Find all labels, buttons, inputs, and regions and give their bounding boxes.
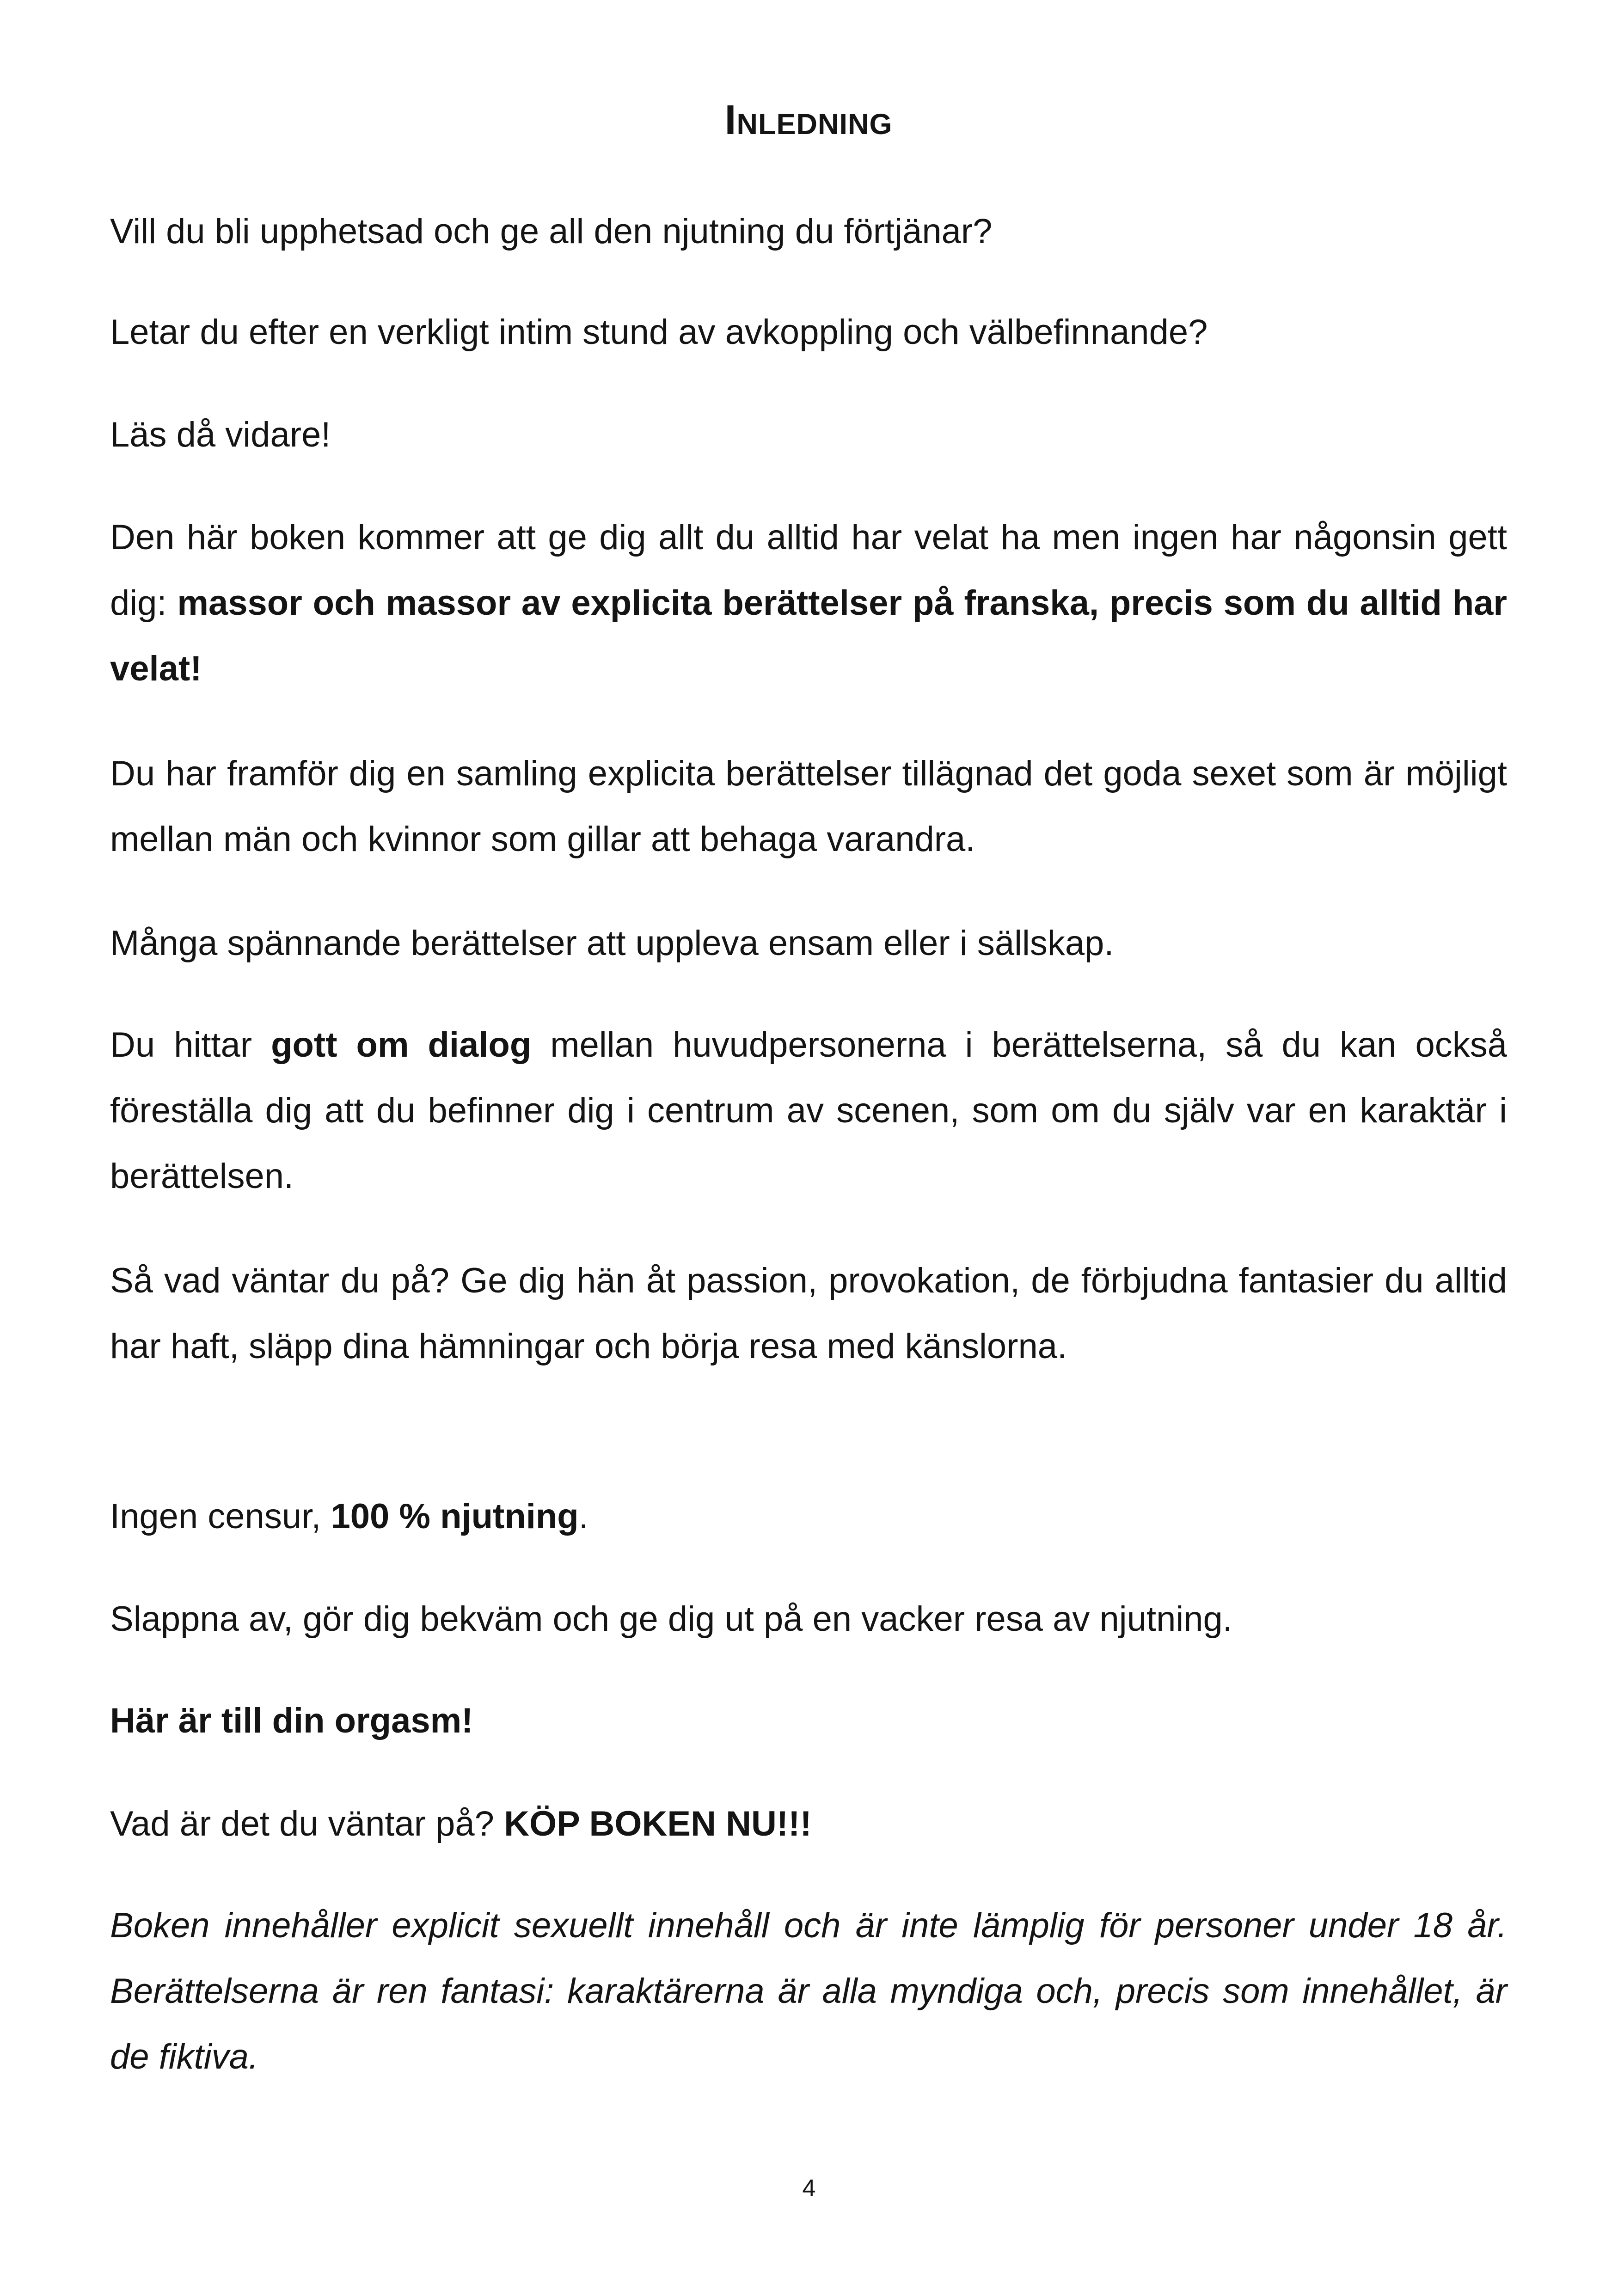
paragraph-4 (110, 505, 1507, 702)
page-number: 4 (802, 2175, 816, 2202)
paragraph-12 (110, 1791, 1507, 1857)
paragraph-11 (110, 1688, 1507, 1754)
paragraph-7-after: mellan huvudpersonerna i berättelserna, så du kan också föreställa dig att du befinner dig i centrum av scenen, som om du själv var en karaktär i berättelsen. (110, 1025, 1508, 1196)
paragraph-6: Många spännande berättelser att uppleva ensam eller i sällskap. (110, 924, 1114, 963)
paragraph-3: Läs då vidare! (110, 415, 331, 454)
chapter-title: Inledning (724, 97, 893, 143)
paragraph-7-bold: gott om dialog (271, 1025, 532, 1065)
paragraph-7 (110, 1012, 1507, 1209)
paragraph-9 (110, 1484, 1507, 1549)
paragraph-12-bold: KÖP BOKEN NU!!! (504, 1804, 812, 1843)
paragraph-8: Så vad väntar du på? Ge dig hän åt passion, provokation, de förbjudna fantasier du alltid har haft, släpp dina hämningar och börja resa med känslorna. (110, 1261, 1507, 1366)
paragraph-7-before: Du hittar (110, 1025, 271, 1065)
paragraph-9-after: . (578, 1497, 588, 1536)
paragraph-9-before: Ingen censur, (110, 1497, 331, 1536)
paragraph-9-bold: 100 % njutning (331, 1497, 579, 1536)
disclaimer-paragraph: Boken innehåller explicit sexuellt innehåll och är inte lämplig för personer under 18 år. Berättelserna är ren fantasi: karaktärerna är alla myndiga och, precis som innehållet, är de fiktiva. (110, 1906, 1507, 2076)
paragraph-2: Letar du efter en verkligt intim stund av avkoppling och välbefinnande? (110, 312, 1208, 352)
paragraph-1: Vill du bli upphetsad och ge all den njutning du förtjänar? (110, 212, 993, 251)
paragraph-10: Slappna av, gör dig bekväm och ge dig ut på en vacker resa av njutning. (110, 1599, 1232, 1639)
paragraph-12-before: Vad är det du väntar på? (110, 1804, 504, 1843)
paragraph-5: Du har framför dig en samling explicita berättelser tillägnad det goda sexet som är möjligt mellan män och kvinnor som gillar att behaga varandra. (110, 754, 1507, 859)
paragraph-4-text: Den här boken kommer att ge dig allt du alltid har velat ha men ingen har någonsin gett dig: (110, 518, 1507, 623)
paragraph-11-bold: Här är till din orgasm! (110, 1701, 473, 1740)
paragraph-4-bold: massor och massor av explicita berättelser på franska, precis som du alltid har velat! (110, 583, 1507, 688)
